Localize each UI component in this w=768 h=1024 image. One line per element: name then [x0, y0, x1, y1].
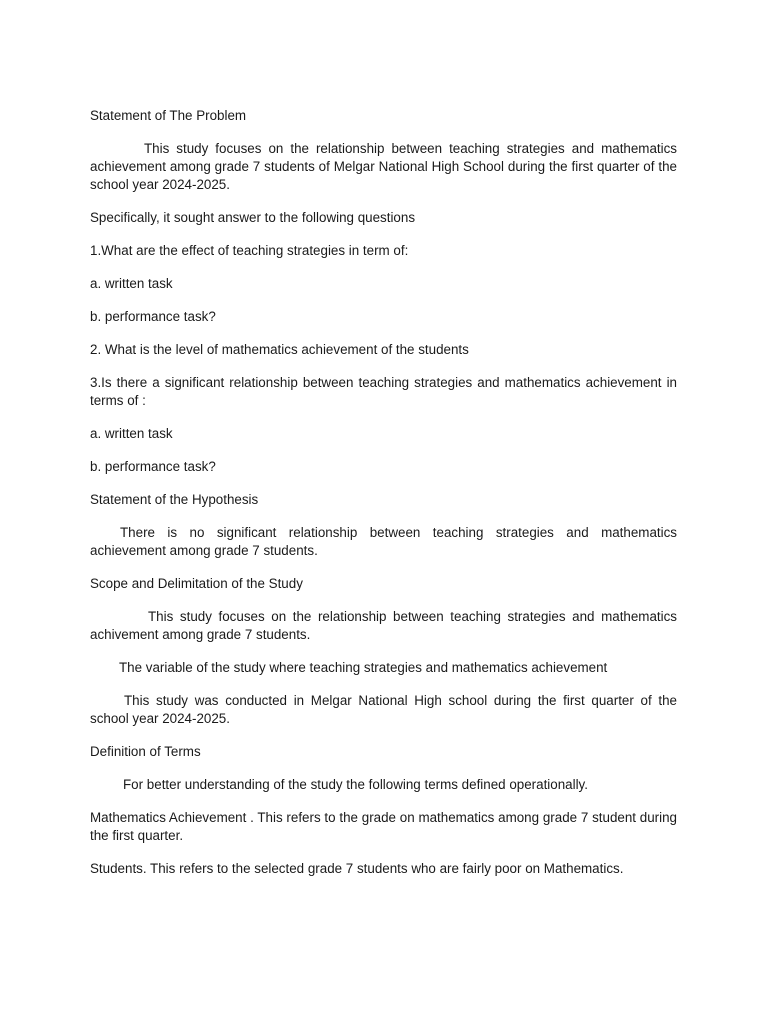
- scope-paragraph-3: This study was conducted in Melgar National High school during the first quarter of the school year 2024-2025.: [90, 693, 677, 726]
- term-students: Students. This refers to the selected grade 7 students who are fairly poor on Mathematics.: [90, 861, 624, 876]
- scope-paragraph-2: The variable of the study where teaching strategies and mathematics achievement: [119, 660, 608, 675]
- document-page: [90, 107, 677, 878]
- term-mathematics-achievement: Mathematics Achievement . This refers to the grade on mathematics among grade 7 student during the first quarter.: [90, 810, 677, 843]
- heading-scope-and-delimitation: Scope and Delimitation of the Study: [90, 576, 303, 591]
- question-1: 1.What are the effect of teaching strategies in term of:: [90, 243, 409, 258]
- question-3a: a. written task: [90, 426, 173, 441]
- question-1b: b. performance task?: [90, 309, 216, 324]
- specifically-paragraph: Specifically, it sought answer to the following questions: [90, 210, 416, 225]
- question-3: 3.Is there a significant relationship between teaching strategies and mathematics achievement in terms of :: [90, 375, 677, 408]
- heading-definition-of-terms: Definition of Terms: [90, 744, 201, 759]
- scope-paragraph-1: This study focuses on the relationship between teaching strategies and mathematics achivement among grade 7 students.: [90, 609, 677, 642]
- question-2: 2. What is the level of mathematics achievement of the students: [90, 342, 469, 357]
- heading-statement-of-hypothesis: Statement of the Hypothesis: [90, 492, 259, 507]
- question-3b: b. performance task?: [90, 459, 216, 474]
- problem-intro-paragraph: This study focuses on the relationship between teaching strategies and mathematics achievement among grade 7 students of Melgar National High School during the first quarter of the school year 2024-2025.: [90, 141, 677, 192]
- heading-statement-of-problem: Statement of The Problem: [90, 108, 247, 123]
- question-1a: a. written task: [90, 276, 173, 291]
- terms-intro-paragraph: For better understanding of the study the following terms defined operationally.: [123, 777, 588, 792]
- hypothesis-paragraph: There is no significant relationship between teaching strategies and mathematics achievement among grade 7 students.: [90, 525, 677, 558]
